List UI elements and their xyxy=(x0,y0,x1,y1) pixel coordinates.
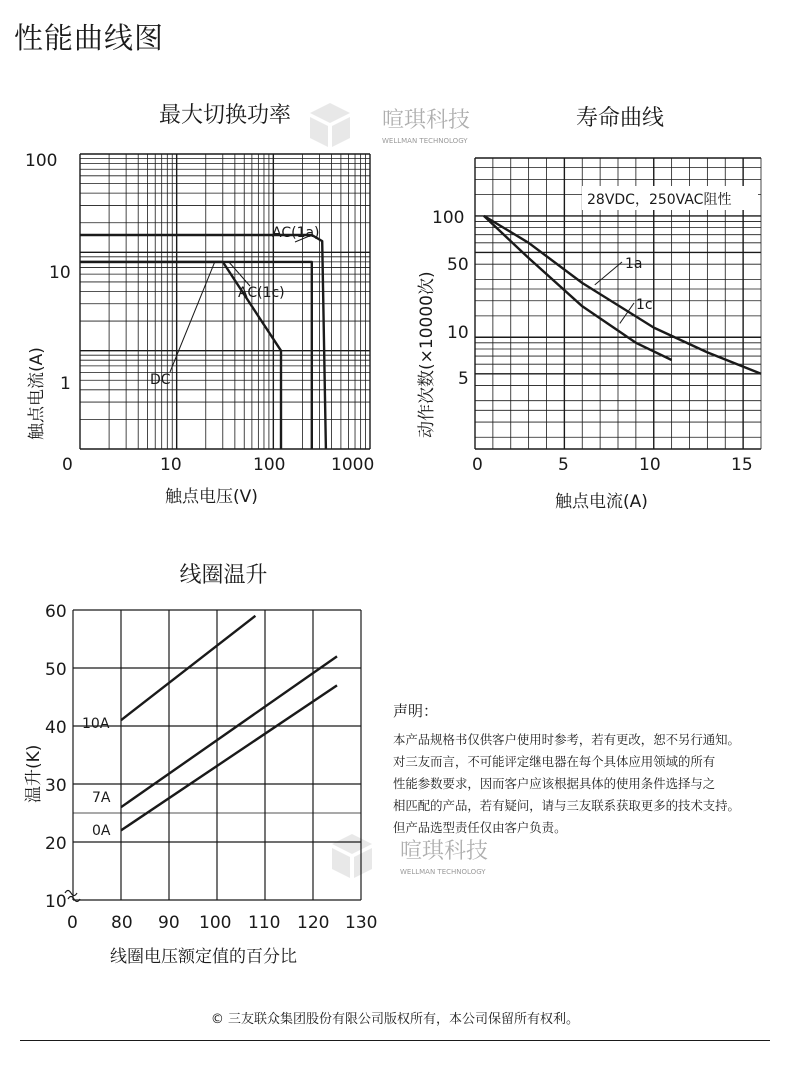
switching-xtick-1000: 1000 xyxy=(331,455,375,475)
temp-xlabel: 线圈电压额定值的百分比 xyxy=(110,947,297,967)
life-curve-1c xyxy=(484,216,672,360)
life-ytick-5: 5 xyxy=(458,369,469,389)
life-xtick-15: 15 xyxy=(731,455,753,475)
temp-xtick-130: 130 xyxy=(345,913,378,933)
bottom-divider xyxy=(20,1040,770,1041)
temp-grid xyxy=(73,610,361,900)
temp-origin-y: 10 xyxy=(45,892,67,912)
life-chart-title: 寿命曲线 xyxy=(575,106,664,131)
temp-chart xyxy=(15,595,390,980)
life-xlabel: 触点电流(A) xyxy=(555,492,648,512)
statement-line: 本产品规格书仅供客户使用时参考，若有更改，恕不另行通知。 xyxy=(393,732,740,747)
switching-ytick-100: 100 xyxy=(25,151,58,171)
life-xtick-10: 10 xyxy=(639,455,661,475)
switching-xtick-100: 100 xyxy=(253,455,286,475)
temp-chart-title: 线圈温升 xyxy=(179,563,268,588)
temp-curve-0a xyxy=(121,685,337,830)
watermark-cn: 喧琪科技 xyxy=(382,108,471,133)
switching-ytick-1: 1 xyxy=(60,374,71,394)
switching-chart-title: 最大切换功率 xyxy=(158,103,291,128)
watermark-en: WELLMAN TECHNOLOGY xyxy=(400,868,486,876)
temp-ylabel: 温升(K) xyxy=(24,744,44,803)
temp-xtick-90: 90 xyxy=(158,913,180,933)
statement-line: 对三友而言，不可能评定继电器在每个具体应用领域的所有 xyxy=(393,754,716,769)
switching-ytick-10: 10 xyxy=(49,263,71,283)
life-curve-1a xyxy=(484,216,761,374)
life-label-1a: 1a xyxy=(625,256,643,272)
temp-label-7a: 7A xyxy=(92,790,111,806)
temp-xtick-100: 100 xyxy=(199,913,232,933)
switching-label-dc: DC xyxy=(150,372,171,388)
temp-xtick-80: 80 xyxy=(111,913,133,933)
switching-label-ac1c: AC(1c) xyxy=(238,285,285,301)
life-chart xyxy=(410,140,785,515)
temp-ytick-50: 50 xyxy=(45,660,67,680)
temp-xtick-110: 110 xyxy=(248,913,281,933)
watermark-cn: 喧琪科技 xyxy=(400,839,489,864)
statement-lines xyxy=(393,729,789,839)
switching-curve-ac1a xyxy=(80,235,326,449)
life-ylabel: 动作次数(×10000次) xyxy=(417,271,437,438)
switching-ylabel: 触点电流(A) xyxy=(27,347,47,440)
statement xyxy=(393,700,789,839)
statement-line: 性能参数要求，因而客户应该根据具体的使用条件选择与之 xyxy=(393,776,716,791)
temp-axis-break-icon xyxy=(65,891,77,896)
temp-xtick-120: 120 xyxy=(297,913,330,933)
watermark-en: WELLMAN TECHNOLOGY xyxy=(382,137,468,145)
temp-label-10a: 10A xyxy=(82,716,110,732)
switching-xtick-0: 0 xyxy=(62,455,73,475)
statement-line: 相匹配的产品，若有疑问，请与三友联系获取更多的技术支持。 xyxy=(393,798,740,813)
life-ytick-10: 10 xyxy=(447,323,469,343)
temp-label-0a: 0A xyxy=(92,823,111,839)
life-curves xyxy=(484,216,761,374)
switching-chart xyxy=(20,140,395,515)
switching-xlabel: 触点电压(V) xyxy=(165,487,258,507)
temp-ytick-20: 20 xyxy=(45,834,67,854)
temp-origin-x: 0 xyxy=(67,913,78,933)
statement-title: 声明： xyxy=(393,702,439,720)
life-annotation: 28VDC，250VAC阻性 xyxy=(587,192,732,208)
page-title: 性能曲线图 xyxy=(14,21,165,55)
switching-grid xyxy=(80,154,370,449)
statement-line: 但产品选型责任仅由客户负责。 xyxy=(393,820,567,835)
switching-label-ac1a: AC(1a) xyxy=(272,225,320,241)
life-xtick-5: 5 xyxy=(558,455,569,475)
life-ytick-50: 50 xyxy=(447,255,469,275)
switching-xtick-10: 10 xyxy=(160,455,182,475)
temp-curves xyxy=(65,616,337,902)
life-label-1c: 1c xyxy=(636,297,653,313)
temp-axis-break-icon xyxy=(68,897,80,902)
copyright-footer: © 三友联众集团股份有限公司版权所有，本公司保留所有权利。 xyxy=(210,1012,580,1027)
life-xtick-0: 0 xyxy=(472,455,483,475)
temp-ytick-40: 40 xyxy=(45,718,67,738)
switching-curves xyxy=(80,235,326,449)
temp-ytick-30: 30 xyxy=(45,776,67,796)
life-ytick-100: 100 xyxy=(432,208,465,228)
temp-ytick-60: 60 xyxy=(45,602,67,622)
